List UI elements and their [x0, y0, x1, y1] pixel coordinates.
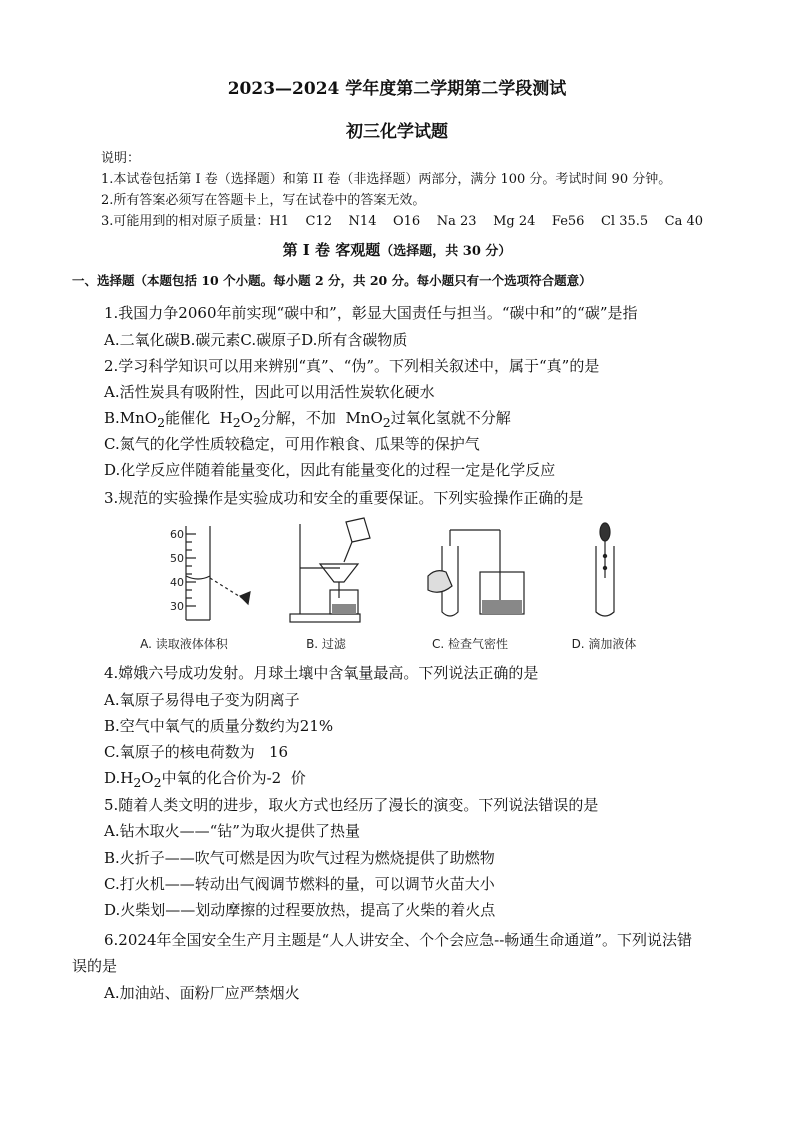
q2-b-sub2: 2 [232, 415, 241, 430]
section-title-note: （选择题，共 30 分） [380, 244, 512, 259]
figure-b-filtration [290, 518, 370, 622]
q5-option-b: B.火折子——吹气可燃是因为吹气过程为燃烧提供了助燃物 [104, 849, 495, 867]
q6-stem-line2: 误的是 [72, 957, 118, 975]
q2-option-d: D.化学反应伴随着能量变化，因此有能量变化的过程一定是化学反应 [104, 461, 556, 479]
q4-option-c: C.氧原子的核电荷数为 16 [104, 743, 289, 761]
q4-d-part3: 中氧的化合价为-2 价 [161, 769, 306, 787]
instruction-line-2: 2.所有答案必须写在答题卡上，写在试卷中的答案无效。 [101, 193, 426, 208]
cylinder-tick-40: 40 [170, 576, 184, 589]
figure-c-airtightness [428, 530, 524, 616]
q2-b-sub4: 2 [382, 415, 391, 430]
q2-option-a: A.活性炭具有吸附性，因此可以用活性炭软化硬水 [104, 383, 435, 401]
q2-option-c: C.氮气的化学性质较稳定，可用作粮食、瓜果等的保护气 [104, 435, 480, 453]
q5-option-d: D.火柴划——划动摩擦的过程要放热，提高了火柴的着火点 [104, 901, 496, 919]
figure-a-caption: A. 读取液体体积 [140, 637, 228, 651]
q4-d-part1: D.H [104, 769, 134, 787]
cylinder-tick-50: 50 [170, 552, 184, 565]
instruction-line-3: 3.可能用到的相对原子质量：H1 C12 N14 O16 Na 23 Mg 24 Fe56 Cl 35.5 Ca 40 [101, 214, 704, 229]
q3-figures [140, 516, 660, 656]
q6-option-a: A.加油站、面粉厂应严禁烟火 [104, 984, 300, 1002]
q2-b-part1: B.MnO [104, 409, 158, 427]
q4-d-sub2: 2 [153, 775, 162, 790]
instructions-label: 说明： [101, 151, 141, 166]
exam-subtitle: 初三化学试题 [346, 122, 448, 142]
figure-d-dropper [596, 523, 614, 616]
section-title-main: 第 Ⅰ 卷 客观题 [282, 241, 381, 259]
q4-option-a: A.氧原子易得电子变为阴离子 [104, 691, 300, 709]
q2-b-part4: 分解，不加 MnO [260, 409, 383, 427]
q2-b-part3: O [240, 409, 253, 427]
figure-a-cylinder [186, 526, 250, 620]
q2-b-part5: 过氧化氢就不分解 [390, 409, 511, 427]
q2-stem: 2.学习科学知识可以用来辨别“真”、“伪”。下列相关叙述中，属于“真”的是 [104, 357, 600, 375]
instruction-line-1: 1.本试卷包括第 I 卷（选择题）和第 II 卷（非选择题）两部分，满分 100 分。考试时间 90 分钟。 [101, 172, 672, 187]
q2-b-part2: 能催化 H [165, 409, 233, 427]
q4-d-sub1: 2 [133, 775, 142, 790]
q4-option-b: B.空气中氧气的质量分数约为21% [104, 717, 334, 735]
exam-title: 2023—2024 学年度第二学期第二学段测试 [227, 79, 567, 99]
q4-option-d [104, 767, 306, 790]
q1-stem: 1.我国力争2060年前实现“碳中和”，彰显大国责任与担当。“碳中和”的“碳”是指 [104, 304, 638, 322]
cylinder-tick-30: 30 [170, 600, 184, 613]
q5-stem: 5.随着人类文明的进步，取火方式也经历了漫长的演变。下列说法错误的是 [104, 796, 599, 814]
q2-option-b [104, 407, 511, 430]
q4-stem: 4.嫦娥六号成功发射。月球土壤中含氧量最高。下列说法正确的是 [104, 664, 539, 682]
cylinder-tick-60: 60 [170, 528, 184, 541]
figure-d-caption: D. 滴加液体 [571, 637, 637, 651]
section-title [0, 239, 794, 260]
figure-c-caption: C. 检查气密性 [431, 637, 509, 651]
figure-b-caption: B. 过滤 [306, 637, 346, 651]
q5-option-c: C.打火机——转动出气阀调节燃料的量，可以调节火苗大小 [104, 875, 495, 893]
q4-d-part2: O [141, 769, 154, 787]
q2-b-sub1: 2 [157, 415, 166, 430]
q6-stem-line1: 6.2024年全国安全生产月主题是“人人讲安全、个个会应急--畅通生命通道”。下列说法错 [104, 931, 692, 949]
q5-option-a: A.钻木取火——“钻”为取火提供了热量 [104, 822, 360, 840]
part1-heading: 一、选择题（本题包括 10 个小题。每小题 2 分，共 20 分。每小题只有一个选项符合题意） [72, 273, 592, 288]
q1-options: A.二氧化碳B.碳元素C.碳原子D.所有含碳物质 [104, 331, 408, 349]
q2-b-sub3: 2 [252, 415, 261, 430]
q3-stem: 3.规范的实验操作是实验成功和安全的重要保证。下列实验操作正确的是 [104, 489, 584, 507]
